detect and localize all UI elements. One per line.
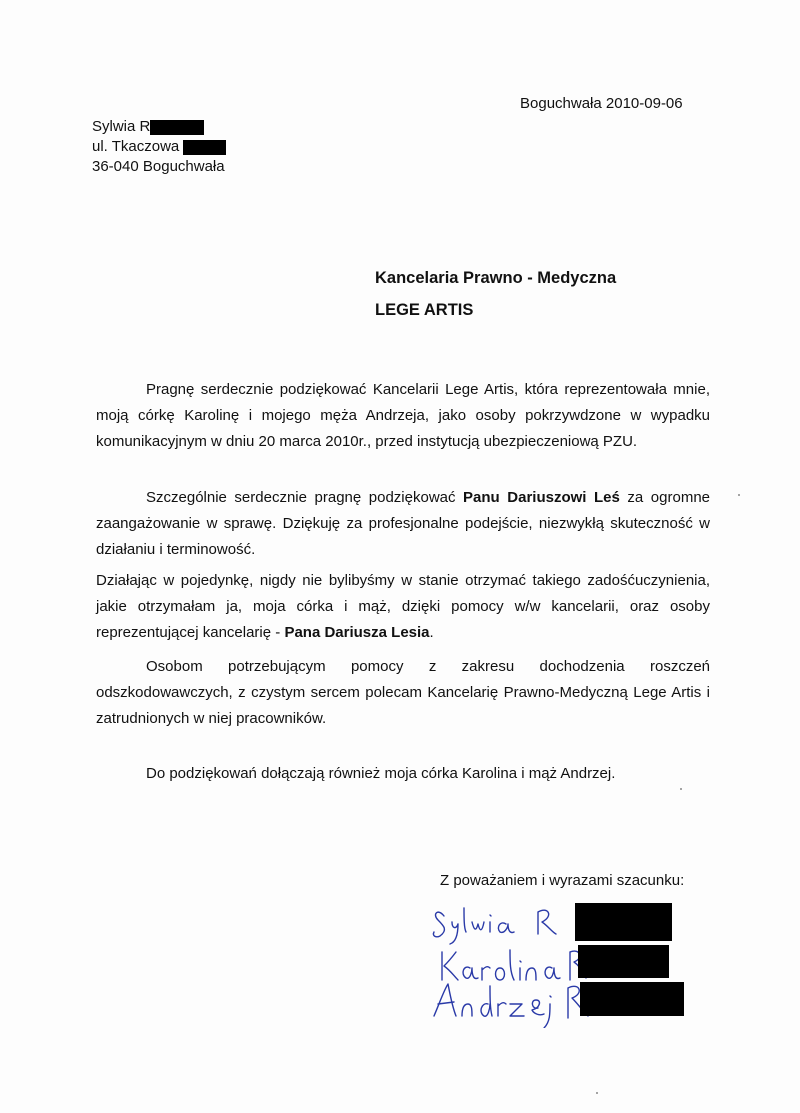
sender-city-line (92, 157, 226, 177)
sender-name: Sylwia R (92, 118, 151, 135)
scan-speck (680, 788, 682, 790)
paragraph-2-text: Szczególnie serdecznie pragnę podziękować (146, 489, 464, 506)
sender-city: 36-040 Boguchwała (92, 158, 225, 175)
recipient-line-2: LEGE ARTIS (375, 301, 474, 319)
sender-address (92, 117, 226, 177)
paragraph-4: Osobom potrzebującym pomocy z zakresu dochodzenia roszczeń odszkodowawczych, z czystym sercem polecam Kancelarię Prawno-Medyczną Lege Artis i zatrudnionych w niej pracowników. (96, 658, 710, 727)
paragraph-5: Do podziękowań dołączają również moja córka Karolina i mąż Andrzej. (146, 765, 616, 782)
recipient-line-1: Kancelaria Prawno - Medyczna (375, 269, 617, 287)
redaction-bar (183, 140, 226, 155)
redaction-bar (575, 903, 672, 941)
paragraph-2 (96, 485, 710, 563)
sender-street-line (92, 137, 226, 157)
paragraph-1: Pragnę serdecznie podziękować Kancelarii Lege Artis, która reprezentowała mnie, moją córkę Karolinę i mojego męża Andrzeja, jako osoby pokrzywdzone w wypadku komunikacyjnym w dniu 20 marca 2010r., przed instytucją ubezpieczeniową PZU. (96, 381, 710, 450)
paragraph-3-text-end: . (429, 624, 434, 641)
sender-street: ul. Tkaczowa (92, 138, 180, 155)
paragraph-2-bold-name: Panu Dariuszowi Leś (463, 489, 620, 506)
redaction-bar (580, 982, 684, 1016)
sender-name-line (92, 117, 226, 137)
redaction-bar (578, 945, 669, 978)
closing-phrase: Z poważaniem i wyrazami szacunku: (440, 872, 685, 889)
redaction-bar (150, 120, 204, 135)
scan-speck (596, 1092, 598, 1094)
paragraph-2-text-end: za ogromne zaangażowanie w sprawę. Dziękuję za profesjonalne podejście, niezwykłą skuteczność w działaniu i terminowość. (96, 489, 710, 558)
paragraph-3-bold-name: Pana Dariusza Lesia (284, 624, 430, 641)
scan-speck (738, 494, 740, 496)
paragraph-3-text: Działając w pojedynkę, nigdy nie bylibyśmy w stanie otrzymać takiego zadośćuczynienia, jakie otrzymałam ja, moja córka i mąż, dzięki pomocy w/w kancelarii, oraz osoby reprezentującej kancelarię - (96, 572, 710, 641)
paragraph-3 (96, 568, 710, 646)
recipient-block (375, 262, 616, 326)
signature-block (430, 898, 710, 1028)
letter-date: Boguchwała 2010-09-06 (520, 95, 683, 112)
